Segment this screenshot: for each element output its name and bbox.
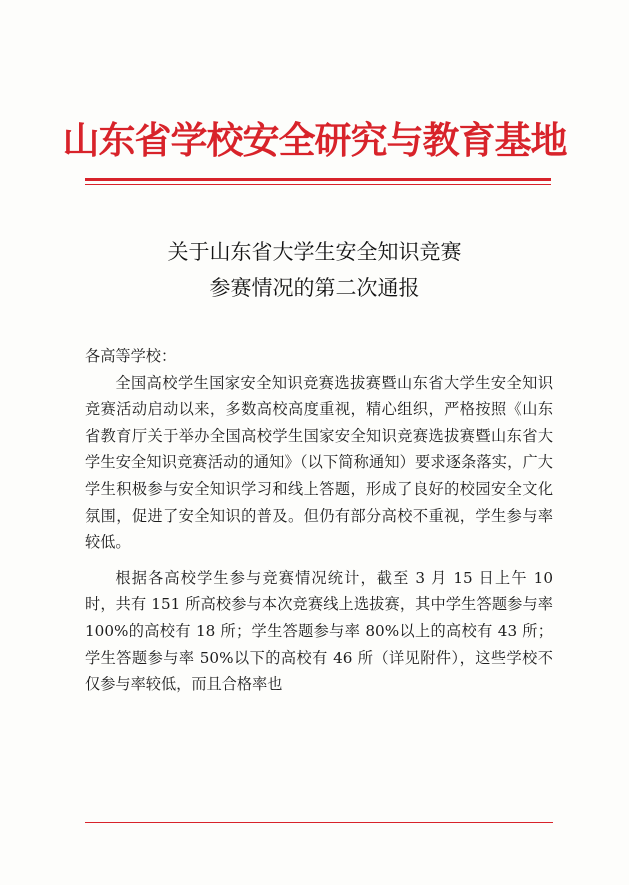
notice-title xyxy=(0,234,629,306)
notice-title-line-1: 关于山东省大学生安全知识竞赛 xyxy=(167,240,462,264)
paragraph-2: 根据各高校学生参与竞赛情况统计，截至 3 月 15 日上午 10 时，共有 151 所高校参与本次竞赛线上选拔赛，其中学生答题参与率 100%的高校有 18 所；学生答题参与率 80%以上的高校有 43 所；学生答题参与率 50%以下的高校有 46 所（详见附件），这些学校不仅参与率较低，而且合格率也 xyxy=(85,568,553,694)
notice-title-line-2: 参赛情况的第二次通报 xyxy=(209,276,420,300)
masthead-rule-thick xyxy=(85,178,551,181)
masthead-rule-thin xyxy=(85,184,551,185)
salutation: 各高等学校： xyxy=(85,347,177,365)
paragraph-1: 全国高校学生国家安全知识竞赛选拔赛暨山东省大学生安全知识竞赛活动启动以来，多数高校高度重视，精心组织，严格按照《山东省教育厅关于举办全国高校学生国家安全知识竞赛选拔赛暨山东省大学生安全知识竞赛活动的通知》（以下简称通知）要求逐条落实，广大学生积极参与安全知识学习和线上答题，形成了良好的校园安全文化氛围，促进了安全知识的普及。但仍有部分高校不重视，学生参与率较低。 xyxy=(85,373,553,552)
masthead-title: 山东省学校安全研究与教育基地 xyxy=(62,118,567,162)
bottom-rule xyxy=(85,822,553,823)
notice-body xyxy=(85,343,553,698)
